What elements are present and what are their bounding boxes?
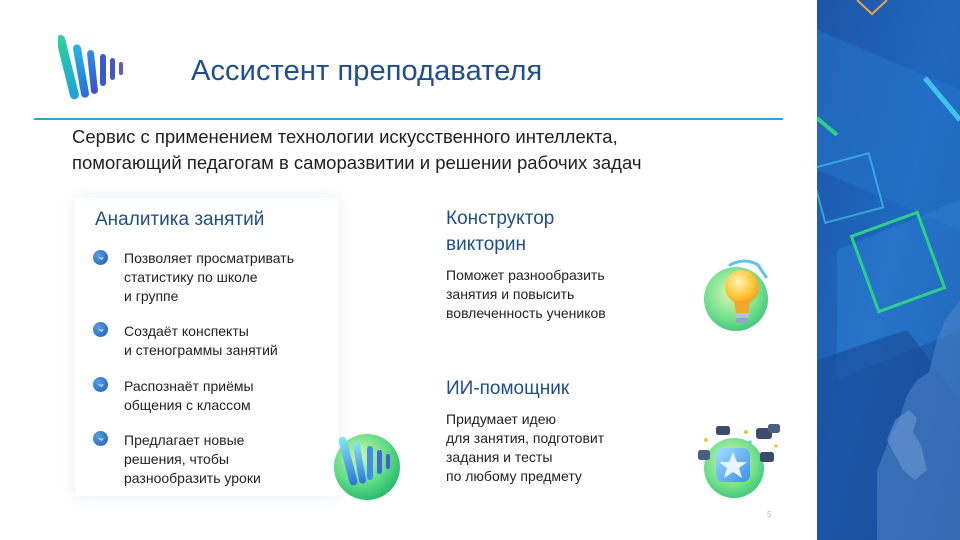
- analytics-heading: Аналитика занятий: [95, 209, 265, 230]
- helper-description: Придумает идею для занятия, подготовит задания и тесты по любому предмету: [446, 411, 605, 484]
- star-chat-icon: [694, 420, 784, 502]
- quiz-heading: Конструктор викторин: [446, 208, 555, 255]
- helper-heading: ИИ-помощник: [446, 378, 570, 399]
- page-title: Ассистент преподавателя: [191, 55, 543, 87]
- analytics-item-1: Позволяет просматривать статистику по школе и группе: [124, 250, 294, 304]
- page-subtitle: Сервис с применением технологии искусственного интеллекта, помогающий педагогам в саморазвитии и решении рабочих задач: [72, 126, 642, 173]
- check-bullet-icon: [93, 322, 108, 337]
- brand-logo-icon: [58, 30, 132, 106]
- title-divider: [34, 118, 783, 120]
- quiz-description: Поможет разнообразить занятия и повысить вовлеченность учеников: [446, 267, 606, 321]
- logo-sphere-icon: [330, 428, 404, 502]
- check-bullet-icon: [93, 431, 108, 446]
- check-bullet-icon: [93, 250, 108, 265]
- check-bullet-icon: [93, 377, 108, 392]
- analytics-item-2: Создаёт конспекты и стенограммы занятий: [124, 323, 278, 358]
- decorative-side-panel: [817, 0, 960, 540]
- lightbulb-icon: [700, 257, 776, 335]
- page-number: 5: [767, 510, 772, 519]
- analytics-item-3: Распознаёт приёмы общения с классом: [124, 378, 254, 413]
- analytics-item-4: Предлагает новые решения, чтобы разнообразить уроки: [124, 432, 261, 486]
